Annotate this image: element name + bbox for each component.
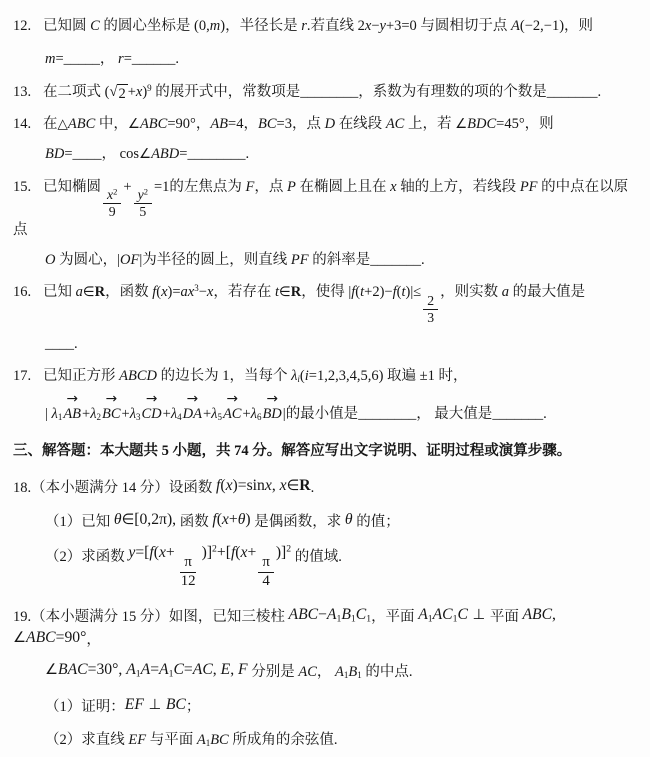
question-12 (13, 16, 642, 71)
fraction: $\frac{x^2}{9}$ (103, 187, 121, 220)
answer-blank: ________ (187, 146, 246, 162)
answer-blank: ________ (358, 406, 417, 423)
question-number: 13. (13, 83, 32, 100)
vector-CD: → CD (141, 391, 162, 423)
question-number: 19. (13, 608, 32, 625)
element-of-symbol: ∈ (279, 284, 291, 301)
vector-term: $\lambda_3$ → CD+ (130, 406, 171, 422)
question-number: 18. (13, 479, 32, 496)
triangle-symbol: △ (57, 116, 68, 133)
answer-blank: _______ (546, 83, 598, 100)
q12-line1: 12. 已知圆 C 的圆心坐标是 (0,m)，半径长是 r.若直线 2x−y+3=0 与圆相切于点 A(−2,−1)，则 (13, 16, 642, 38)
formula: $ABC-A_1B_1C_1$ (288, 605, 372, 625)
angle-symbol: ∠ (45, 661, 59, 679)
vector-term: $\lambda_1$ → AB+ (52, 406, 91, 422)
q19-part1: （1）证明：EF ⊥ BC； (45, 695, 201, 715)
formula: ∠BAC=30°, $A_1A=A_1C=AC$, E, F (45, 661, 248, 680)
q14-line1: 14. 在△ABC 中，∠ABC=90°，AB=4，BC=3，点 D 在线段 AC 上，若 ∠BDC=45°，则 (13, 114, 642, 136)
q14-line2: BD=____， cos∠ABD=________. (45, 146, 250, 162)
formula: EF ⊥ BC (124, 695, 186, 713)
answer-blank: ________ (300, 83, 359, 100)
perpendicular-symbol: ⊥ (143, 695, 166, 713)
angle-symbol: ∠ (13, 629, 27, 647)
fraction: $\frac{\pi}{12}$ (180, 554, 196, 589)
angle-symbol: ∠ (139, 146, 152, 162)
element-of-symbol: ∈ (82, 284, 95, 301)
formula: f(x+θ) (212, 511, 251, 529)
question-number: 12. (13, 18, 32, 34)
q18-headline: 18.（本小题满分 14 分）设函数 f(x)=sinx, x∈R. (13, 476, 315, 496)
vector-arrow-icon: → (226, 391, 238, 408)
question-19 (13, 605, 642, 752)
answer-blank: _____ (63, 50, 100, 67)
angle-symbol: ∠ (455, 116, 468, 133)
q15-line1: 15. 已知椭圆 $\frac{x^2}{9}$ + $\frac{y^2}{5}$ =1的左焦点为 F，点 P 在椭圆上且在 x 轴的上方，若线段 PF 的中点在以原点 (13, 178, 629, 238)
question-17 (13, 366, 642, 426)
vector-arrow-icon: → (145, 391, 158, 408)
vector-arrow-icon: → (66, 391, 78, 408)
q18-part2: （2）求函数 y=[f(x+ $\frac{\pi}{12}$ )]$^2$+[f(x+ $\frac{\pi}{4}$ )]$^2$ 的值域. (45, 543, 342, 589)
vector-term: $\lambda_5$ → AC+ (211, 406, 251, 422)
vector-AC: → AC (222, 391, 242, 423)
element-of-symbol: ∈ (286, 476, 300, 494)
vector-term: $\lambda_2$ → BC+ (90, 406, 130, 422)
formula: y=[f(x+ $\frac{\pi}{12}$ )]$^2$+[f(x+ $\frac{\pi}{4}$ )]$^2$ (128, 543, 292, 589)
vector-arrow-icon: → (105, 391, 118, 408)
vector-term: $\lambda_6$ → BD (251, 406, 283, 422)
question-16 (13, 282, 642, 355)
question-14 (13, 114, 642, 166)
q17-line2: | $\lambda_1$ → $AB+\lambda_2$ → $BC+\lambda_3$ → $CD+\lambda_4$ → $DA+\lambda_5$ → $AC+\lambda_6$ → BD|的最小值是________， 最大值是_______. (13, 396, 642, 426)
formula: $A_1AC_1C$ ⊥ (418, 605, 490, 625)
question-13 (13, 82, 642, 104)
angle-symbol: ∠ (127, 116, 140, 133)
section-3-header: 三、解答题：本大题共 5 小题，共 74 分。解答应写出文字说明、证明过程或演算步骤。 (13, 442, 572, 459)
question-number: 17. (13, 368, 32, 385)
q18-part1: （1）已知 θ∈[0,2π), 函数 f(x+θ) 是偶函数，求 θ 的值； (45, 511, 400, 531)
q16-line2 (13, 334, 642, 356)
q16-line1: 16. 已知 a∈R，函数 $f(x)=ax^3-x$，若存在 t∈R，使得 |f(t+2)−f(t)|≤ $\frac{2}{3}$ ，则实数 a 的最大值是 (13, 283, 586, 325)
perpendicular-symbol: ⊥ (467, 605, 490, 623)
formula: f(x)=sinx, x∈R (216, 476, 311, 494)
fraction: $\frac{\pi}{4}$ (258, 554, 274, 589)
q15-line2: O 为圆心，|OF|为半径的圆上，则直线 PF 的斜率是_______. (45, 251, 425, 268)
q19-line2: ∠BAC=30°, $A_1A=A_1C=AC$, E, F 分别是 AC， $A_1B_1$ 的中点. (45, 661, 413, 681)
question-15 (13, 177, 642, 272)
q19-headline: 19.（本小题满分 15 分）如图，已知三棱柱 $ABC-A_1B_1C_1$，平面 $A_1AC_1C$ ⊥ 平面 ABC, ∠ABC=90°， (13, 605, 556, 649)
q12-line2: m=_____， r=______. (45, 50, 180, 67)
question-number: 14. (13, 116, 32, 133)
element-of-symbol: ∈ (121, 511, 135, 529)
vector-DA: → DA (182, 391, 202, 423)
fraction: $\frac{y^2}{5}$ (134, 187, 152, 220)
vector-arrow-icon: → (266, 391, 278, 408)
q17-line1: 17. 已知正方形 ABCD 的边长为 1，当每个 $\lambda_i(i=1,2,3,4,5,6)$ 取遍 ±1 时， (13, 366, 642, 388)
q19-part2: （2）求直线 EF 与平面 $A_1BC$ 所成角的余弦值. (45, 731, 338, 748)
formula: θ∈[0,2π), (113, 511, 177, 529)
question-18 (13, 476, 642, 594)
vector-term: $\lambda_4$ → DA+ (171, 406, 211, 422)
question-number: 16. (13, 284, 32, 301)
vector-BD: → BD (262, 391, 282, 423)
answer-blank: ______ (131, 50, 176, 67)
answer-blank: _______ (492, 406, 544, 423)
q13-line1: 13. 在二项式 ( √ 2 +x)$^9$ 的展开式中，常数项是________，系数为有理数的项的个数是_______. (13, 82, 602, 102)
vector-AB: → AB (63, 391, 82, 423)
answer-blank: _______ (370, 251, 421, 268)
square-root: √ 2 (109, 83, 126, 102)
formula: ABC, ∠ABC=90° (13, 605, 556, 647)
vector-BC: → BC (102, 391, 121, 423)
answer-blank: ____ (72, 146, 102, 162)
answer-blank: ____. (45, 335, 78, 352)
question-number: 15. (13, 178, 32, 195)
vector-arrow-icon: → (186, 391, 199, 408)
fraction: $\frac{2}{3}$ (423, 293, 438, 326)
